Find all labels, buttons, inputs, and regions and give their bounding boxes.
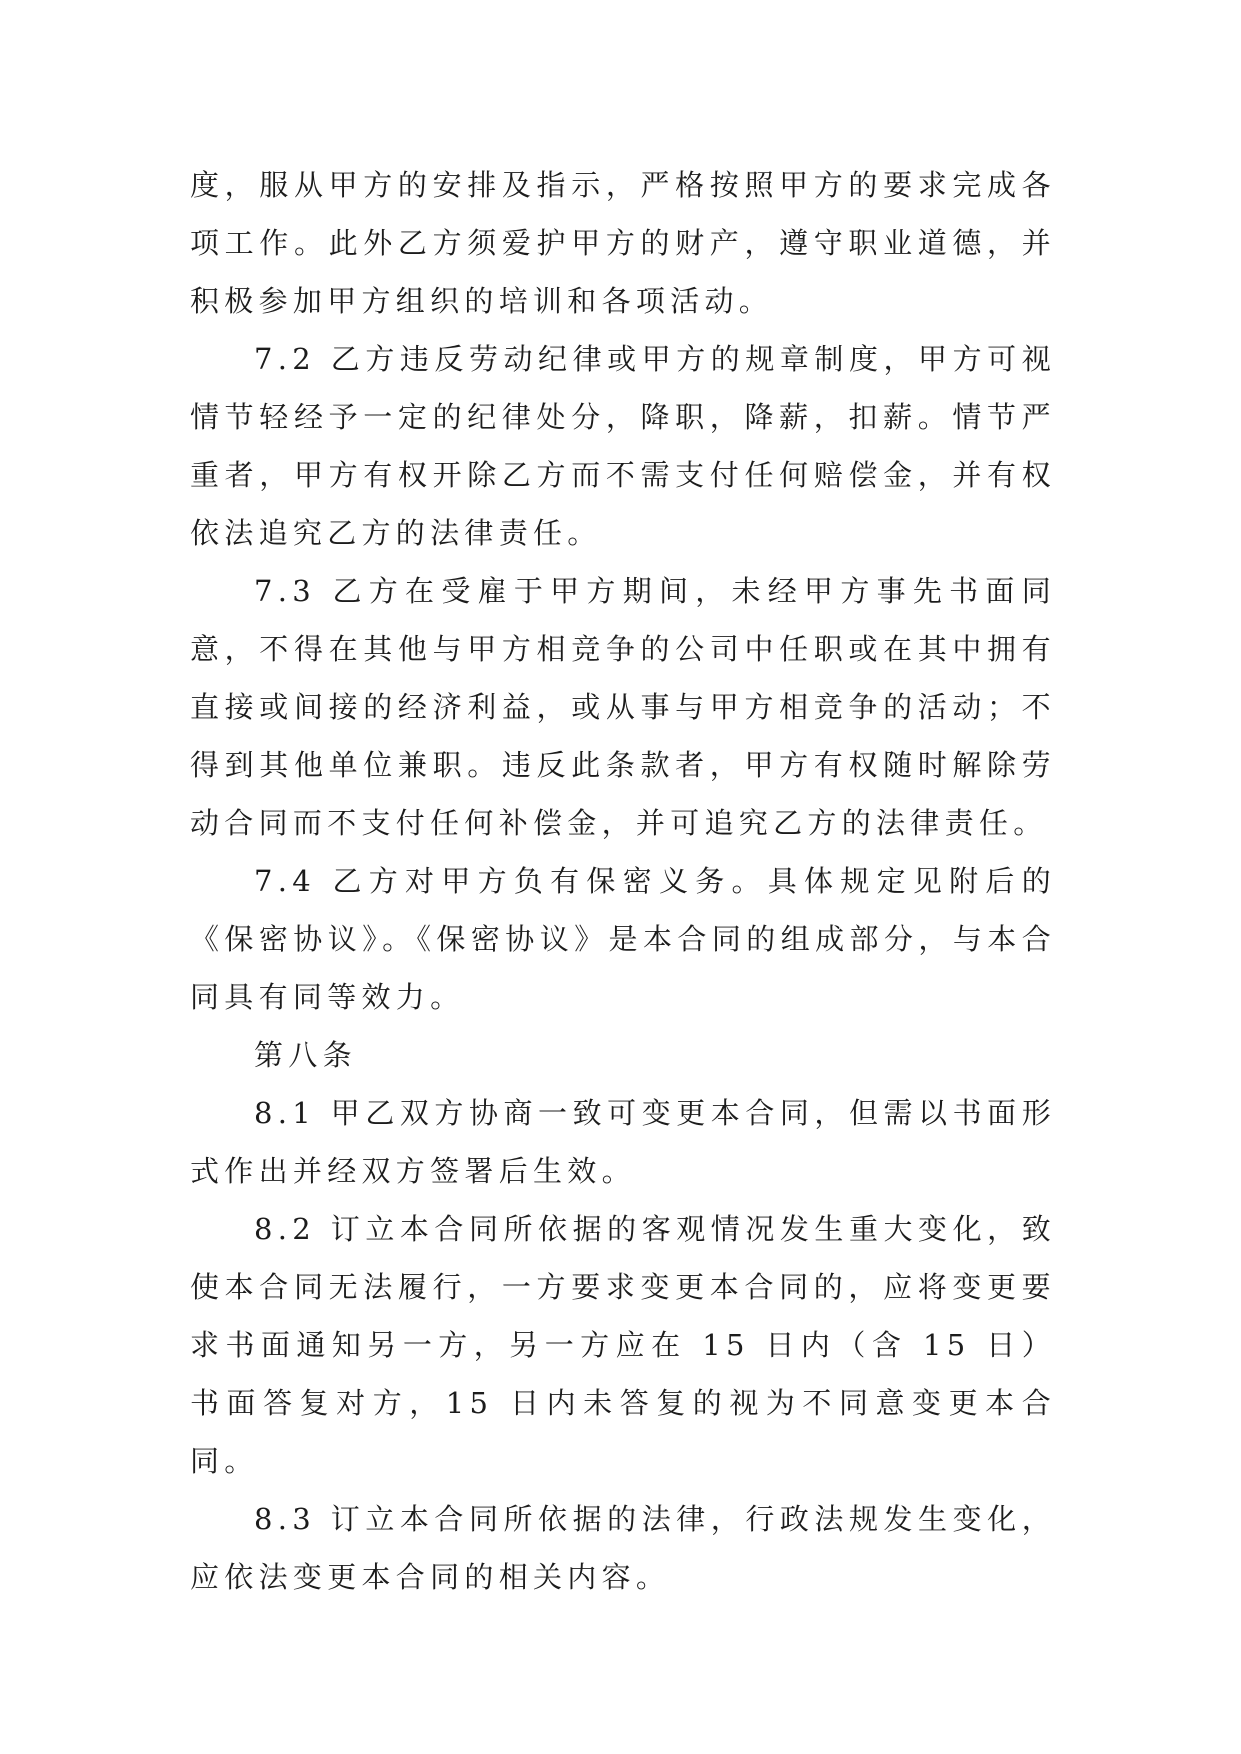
- paragraph-7-1-continued: 度，服从甲方的安排及指示，严格按照甲方的要求完成各项工作。此外乙方须爱护甲方的财产，遵守职业道德，并积极参加甲方组织的培训和各项活动。: [190, 168, 1056, 318]
- clause-8-3: 8.3 订立本合同所依据的法律，行政法规发生变化，应依法变更本合同的相关内容。: [190, 1502, 1056, 1594]
- clause-7-3: 7.3 乙方在受雇于甲方期间，未经甲方事先书面同意，不得在其他与甲方相竞争的公司中任职或在其中拥有直接或间接的经济利益，或从事与甲方相竞争的活动；不得到其他单位兼职。违反此条款者，甲方有权随时解除劳动合同而不支付任何补偿金，并可追究乙方的法律责任。: [190, 574, 1056, 840]
- document-body: [190, 156, 1056, 1606]
- article-8-heading: 第八条: [254, 1038, 357, 1072]
- clause-8-2: 8.2 订立本合同所依据的客观情况发生重大变化，致使本合同无法履行，一方要求变更本合同的，应将变更要求书面通知另一方，另一方应在 15 日内（含 15 日）书面答复对方，15 日内未答复的视为不同意变更本合同。: [190, 1212, 1056, 1478]
- clause-7-4: 7.4 乙方对甲方负有保密义务。具体规定见附后的《保密协议》。《保密协议》是本合同的组成部分，与本合同具有同等效力。: [190, 864, 1056, 1014]
- clause-7-2: 7.2 乙方违反劳动纪律或甲方的规章制度，甲方可视情节轻经予一定的纪律处分，降职，降薪，扣薪。情节严重者，甲方有权开除乙方而不需支付任何赔偿金，并有权依法追究乙方的法律责任。: [190, 342, 1056, 550]
- clause-8-1: 8.1 甲乙双方协商一致可变更本合同，但需以书面形式作出并经双方签署后生效。: [190, 1096, 1056, 1188]
